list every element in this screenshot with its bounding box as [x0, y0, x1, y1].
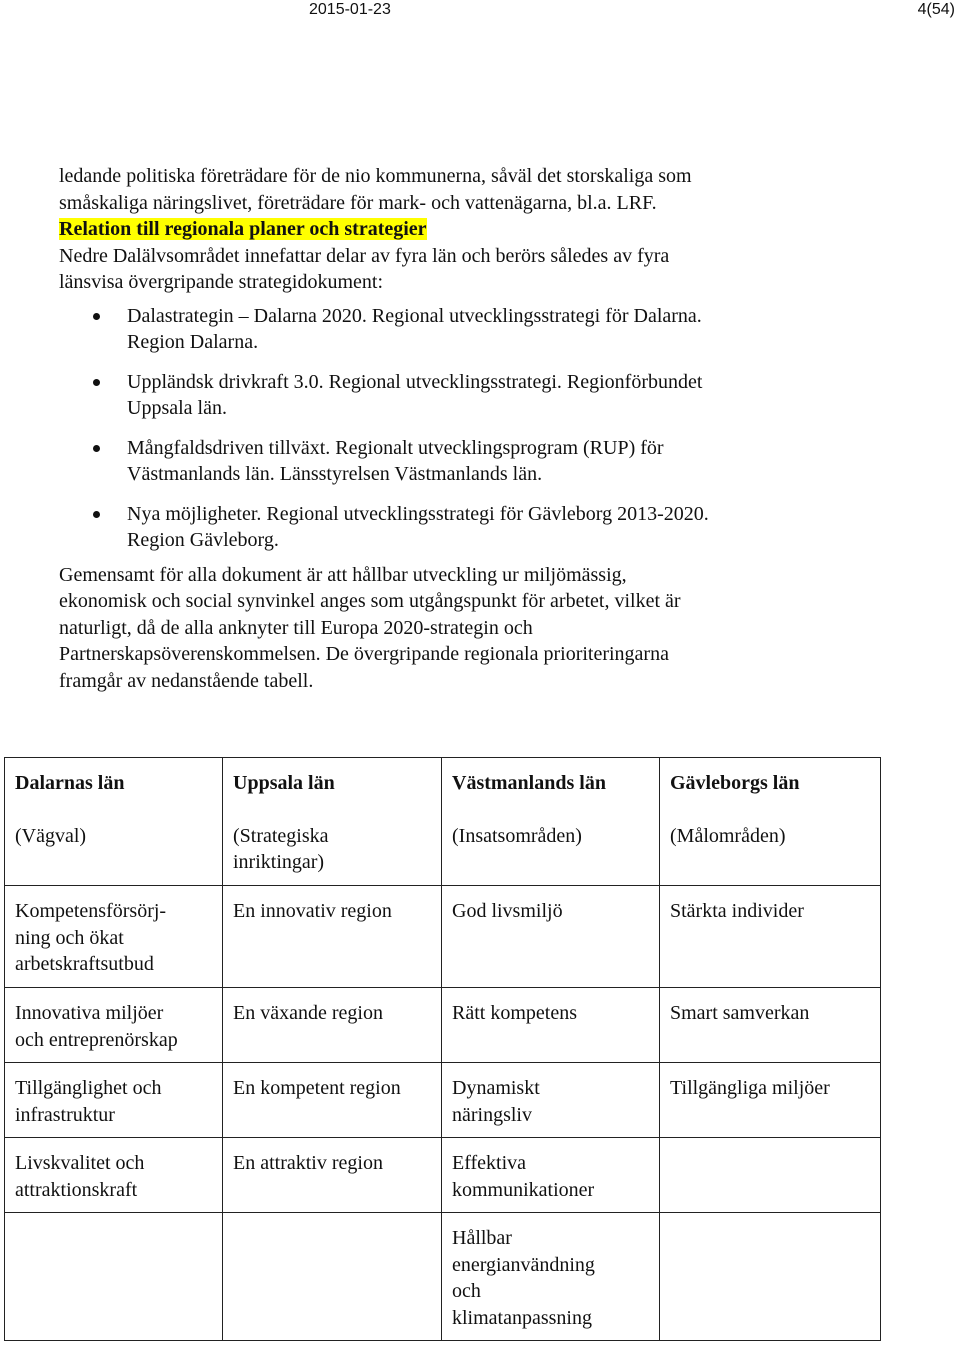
table-cell — [223, 1213, 442, 1341]
regional-priorities-table — [4, 757, 881, 1341]
intro-line: småskaliga näringslivet, företrädare för mark- och vattenägarna, bl.a. LRF. — [59, 191, 657, 214]
table-cell: En attraktiv region — [223, 1138, 442, 1213]
header-cell: Dalarnas län (Vägval) — [5, 758, 223, 886]
bullet-icon — [93, 511, 100, 518]
table-row — [5, 886, 881, 988]
table-cell: Kompetensförsörj- ning och ökat arbetskraftsutbud — [5, 886, 223, 988]
list-item: Uppländsk drivkraft 3.0. Regional utvecklingsstrategi. Regionförbundet Uppsala län. — [127, 369, 827, 422]
header-cell: Västmanlands län (Insatsområden) — [442, 758, 660, 886]
table-row — [5, 1138, 881, 1213]
section-line: Nedre Dalälvsområdet innefattar delar av fyra län och berörs således av fyra — [59, 244, 670, 267]
table-cell: En kompetent region — [223, 1063, 442, 1138]
document-date: 2015-01-23 — [309, 1, 391, 18]
list-item: Nya möjligheter. Regional utvecklingsstrategi för Gävleborg 2013-2020. Region Gävleborg. — [127, 501, 827, 554]
list-item: Dalastrategin – Dalarna 2020. Regional utvecklingsstrategi för Dalarna. Region Dalarna. — [127, 303, 827, 356]
table-cell: Livskvalitet och attraktionskraft — [5, 1138, 223, 1213]
section-line: länsvisa övergripande strategidokument: — [59, 271, 383, 293]
section-heading: Relation till regionala planer och strategier — [59, 218, 427, 240]
header-cell: Gävleborgs län (Målområden) — [660, 758, 881, 886]
table-cell: Effektiva kommunikationer — [442, 1138, 660, 1213]
table-row — [5, 1063, 881, 1138]
table-cell: En växande region — [223, 988, 442, 1063]
table-row — [5, 988, 881, 1063]
table-cell — [660, 1138, 881, 1213]
table-cell: God livsmiljö — [442, 886, 660, 988]
page-number: 4(54) — [917, 1, 955, 18]
table-cell — [5, 1213, 223, 1341]
header-cell: Uppsala län (Strategiska inriktingar) — [223, 758, 442, 886]
strategy-list — [59, 303, 879, 554]
bullet-icon — [93, 379, 100, 386]
table-cell: Innovativa miljöer och entreprenörskap — [5, 988, 223, 1063]
list-item: Mångfaldsdriven tillväxt. Regionalt utvecklingsprogram (RUP) för Västmanlands län. Länsstyrelsen Västmanlands län. — [127, 435, 827, 488]
table-cell: En innovativ region — [223, 886, 442, 988]
table-cell: Dynamiskt näringsliv — [442, 1063, 660, 1138]
table-header-row — [5, 758, 881, 886]
table-cell: Hållbar energianvändning och klimatanpassning — [442, 1213, 660, 1341]
summary-paragraph: Gemensamt för alla dokument är att hållbar utveckling ur miljömässig, ekonomisk och social synvinkel anges som utgångspunkt för arbetet, vilket är naturligt, då de alla anknyter till Europa 2020-strategin och Partnerskapsöverenskommelsen. De övergripande regionala prioriteringarna framgår av nedanstående tabell. — [59, 563, 681, 692]
table-cell: Rätt kompetens — [442, 988, 660, 1063]
intro-paragraph — [59, 163, 879, 216]
bullet-icon — [93, 445, 100, 452]
table-row — [5, 1213, 881, 1341]
table-cell: Tillgänglighet och infrastruktur — [5, 1063, 223, 1138]
table-cell: Smart samverkan — [660, 988, 881, 1063]
table-cell: Tillgängliga miljöer — [660, 1063, 881, 1138]
page-header — [0, 0, 960, 22]
table-cell: Stärkta individer — [660, 886, 881, 988]
document-body — [59, 163, 879, 694]
table-cell — [660, 1213, 881, 1341]
bullet-icon — [93, 313, 100, 320]
intro-line: ledande politiska företrädare för de nio kommunerna, såväl det storskaliga som — [59, 165, 692, 187]
section-paragraph — [59, 216, 879, 296]
